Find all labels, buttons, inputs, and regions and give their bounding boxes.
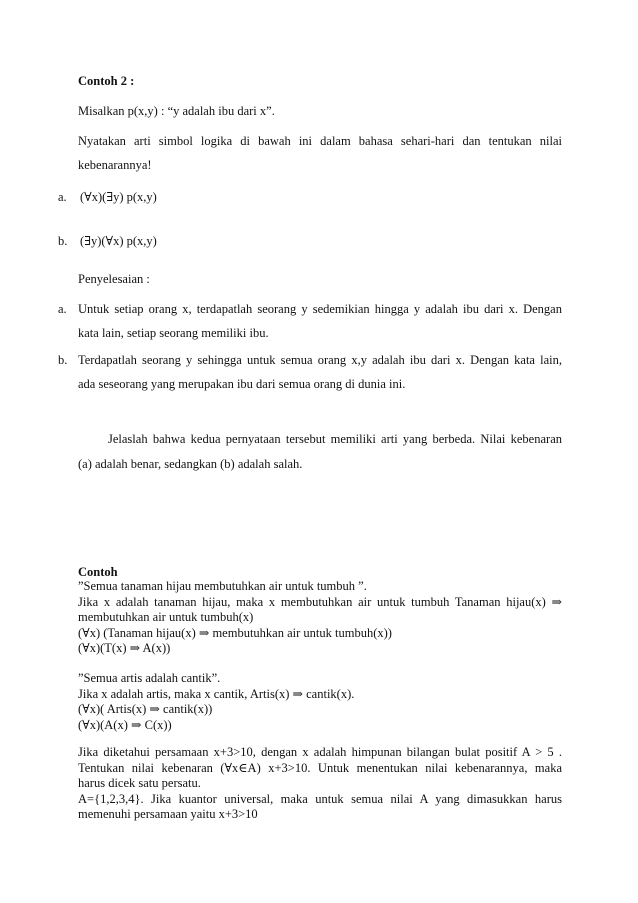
example-block-plants (78, 579, 562, 657)
example-line: (∀x)(A(x) ⇒ C(x)) (78, 717, 172, 732)
example-block-equation (78, 745, 562, 823)
solution-line: Terdapatlah seorang y sehingga untuk semua orang x,y adalah ibu dari x. Dengan kata lain, (78, 353, 562, 367)
example-line: harus dicek satu persatu. (78, 776, 201, 790)
example-line: (∀x)(T(x) ⇒ A(x)) (78, 641, 171, 655)
example-heading: Contoh (78, 565, 118, 579)
premise-text: Misalkan p(x,y) : “y adalah ibu dari x”. (78, 104, 275, 118)
item-marker: b. (58, 234, 68, 248)
example-line: (∀x)( Artis(x) ⇒ cantik(x)) (78, 702, 213, 716)
example-2-heading: Contoh 2 : (78, 74, 135, 88)
item-marker: a. (58, 302, 67, 316)
example-line: membutuhkan air untuk tumbuh(x) (78, 610, 254, 624)
example-line: Jika x adalah artis, maka x cantik, Artis(x) ⇒ cantik(x). (78, 686, 355, 701)
example-line: Tentukan nilai kebenaran (∀x∈A) x+3>10. Untuk menentukan nilai kebenarannya, maka (78, 760, 562, 775)
example-line: ”Semua tanaman hijau membutuhkan air untuk tumbuh ”. (78, 579, 367, 593)
example-line: Jika x adalah tanaman hijau, maka x membutuhkan air untuk tumbuh Tanaman hijau(x) ⇒ (78, 594, 562, 609)
item-marker: a. (58, 190, 67, 204)
logic-expression: (∀x)(∃y) p(x,y) (80, 190, 157, 204)
example-block-artists (78, 671, 562, 733)
solution-item (78, 353, 562, 392)
solution-line: kata lain, setiap seorang memiliki ibu. (78, 326, 269, 340)
example-line: memenuhi persamaan yaitu x+3>10 (78, 807, 258, 821)
example-line: (∀x) (Tanaman hijau(x) ⇒ membutuhkan air untuk tumbuh(x)) (78, 625, 392, 640)
logic-expression: (∃y)(∀x) p(x,y) (80, 234, 157, 248)
item-marker: b. (58, 353, 68, 367)
example-line: A={1,2,3,4}. Jika kuantor universal, maka untuk semua nilai A yang dimasukkan harus (78, 791, 562, 806)
instruction-line: Nyatakan arti simbol logika di bawah ini dalam bahasa sehari-hari dan tentukan nilai (78, 134, 562, 148)
example-line: Jika diketahui persamaan x+3>10, dengan x adalah himpunan bilangan bulat positif A > 5 . (78, 745, 562, 759)
conclusion-line: (a) adalah benar, sedangkan (b) adalah salah. (78, 457, 303, 471)
instruction-paragraph (78, 134, 562, 173)
conclusion-line: Jelaslah bahwa kedua pernyataan tersebut memiliki arti yang berbeda. Nilai kebenaran (108, 432, 562, 446)
instruction-line: kebenarannya! (78, 158, 152, 172)
example-line: ”Semua artis adalah cantik”. (78, 671, 221, 685)
solution-line: ada seseorang yang merupakan ibu dari semua orang di dunia ini. (78, 377, 406, 391)
solution-heading: Penyelesaian : (78, 272, 150, 286)
solution-item (78, 302, 562, 341)
conclusion-paragraph (78, 432, 562, 472)
solution-line: Untuk setiap orang x, terdapatlah seorang y sedemikian hingga y adalah ibu dari x. Dengan (78, 302, 562, 316)
